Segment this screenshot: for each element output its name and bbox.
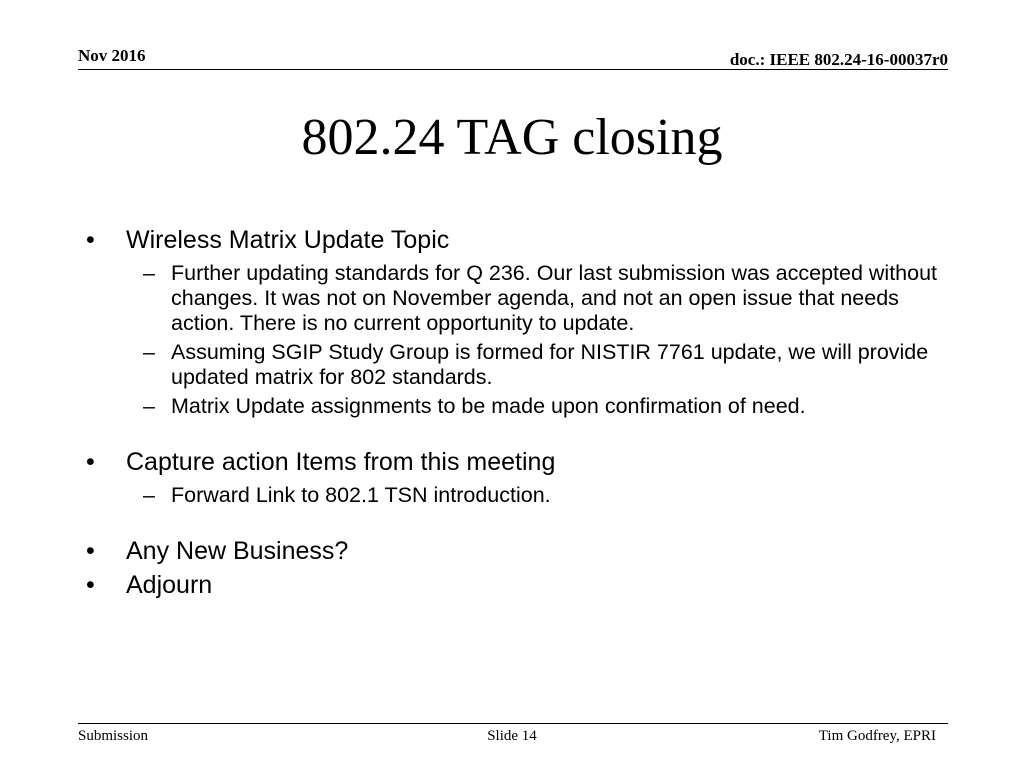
footer-slide-number: Slide 14 bbox=[487, 728, 537, 744]
header-date: Nov 2016 bbox=[78, 46, 146, 65]
sub-bullet-text: Assuming SGIP Study Group is formed for NISTIR 7761 update, we will provide updated matrix for 802 standards. bbox=[171, 340, 929, 389]
bullet-item bbox=[86, 223, 946, 257]
dash-icon: – bbox=[143, 394, 155, 418]
sub-bullet-item bbox=[86, 394, 946, 419]
bullet-text: Capture action Items from this meeting bbox=[126, 448, 556, 476]
bullet-icon: • bbox=[86, 226, 95, 254]
spacer bbox=[86, 508, 946, 534]
header-doc-id: doc.: IEEE 802.24-16-00037r0 bbox=[729, 50, 948, 69]
header-rule bbox=[78, 69, 948, 70]
bullet-text: Adjourn bbox=[126, 571, 213, 599]
footer-submission: Submission bbox=[78, 728, 149, 744]
bullet-text: Any New Business? bbox=[126, 537, 349, 565]
dash-icon: – bbox=[143, 261, 155, 285]
bullet-icon: • bbox=[86, 537, 95, 565]
spacer bbox=[86, 419, 946, 445]
sub-bullet-item bbox=[86, 483, 946, 508]
bullet-text: Wireless Matrix Update Topic bbox=[126, 226, 450, 254]
slide-title: 802.24 TAG closing bbox=[301, 109, 723, 166]
bullet-item bbox=[86, 534, 946, 568]
footer-rule bbox=[78, 723, 948, 724]
footer-author: Tim Godfrey, EPRI bbox=[818, 728, 936, 744]
bullet-icon: • bbox=[86, 448, 95, 476]
dash-icon: – bbox=[143, 483, 155, 507]
sub-bullet-text: Matrix Update assignments to be made upon confirmation of need. bbox=[171, 394, 806, 418]
bullet-item bbox=[86, 445, 946, 479]
sub-bullet-text: Forward Link to 802.1 TSN introduction. bbox=[171, 483, 551, 507]
slide-body bbox=[86, 223, 946, 602]
dash-icon: – bbox=[143, 340, 155, 364]
sub-bullet-item bbox=[86, 261, 946, 336]
sub-bullet-item bbox=[86, 340, 946, 390]
sub-bullet-text: Further updating standards for Q 236. Our last submission was accepted without changes. It was not on November agenda, and not an open issue that needs action. There is no current opportunity to update. bbox=[171, 261, 938, 335]
bullet-item bbox=[86, 568, 946, 602]
bullet-icon: • bbox=[86, 571, 95, 599]
